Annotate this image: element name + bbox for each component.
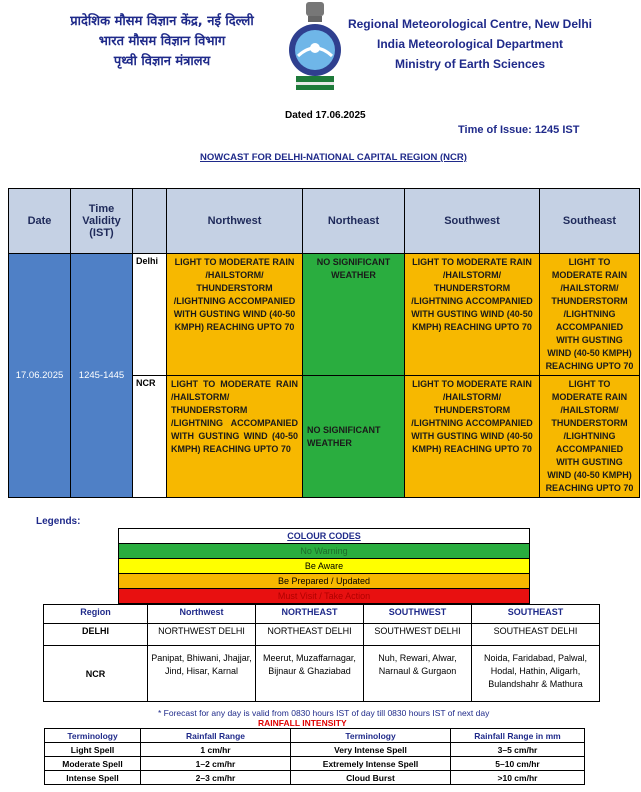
colour-codes-box: [118, 528, 530, 604]
rain-cell: Cloud Burst: [291, 771, 451, 785]
header-blank: [133, 189, 167, 254]
code-be-aware: Be Aware: [119, 559, 529, 574]
header-southeast: Southeast: [540, 189, 640, 254]
region-header-northwest: Northwest: [148, 605, 256, 624]
region-header-southeast: SOUTHEAST: [472, 605, 600, 624]
ncr-southeast: LIGHT TO MODERATE RAIN /HAILSTORM/ THUNDERSTORM /LIGHTNING ACCOMPANIED WITH GUSTING WIND (40-50 KMPH) REACHING UPTO 70: [540, 376, 640, 498]
rainfall-intensity-title: RAINFALL INTENSITY: [258, 718, 347, 728]
time-of-issue: Time of Issue: 1245 IST: [458, 124, 580, 136]
region-table: [43, 604, 600, 702]
region-name-delhi: DELHI: [44, 624, 148, 646]
delhi-sw-area: SOUTHWEST DELHI: [364, 624, 472, 646]
region-label-ncr: NCR: [133, 376, 167, 498]
validity-cell: 1245-1445: [71, 254, 133, 498]
rain-cell: Extremely Intense Spell: [291, 757, 451, 771]
nowcast-header-row: [9, 189, 640, 254]
rain-cell: Very Intense Spell: [291, 743, 451, 757]
region-name-ncr: NCR: [44, 646, 148, 702]
nowcast-table: [8, 188, 640, 498]
region-header-southwest: SOUTHWEST: [364, 605, 472, 624]
ncr-sw-area: Nuh, Rewari, Alwar, Narnaul & Gurgaon: [364, 646, 472, 702]
header-date: Date: [9, 189, 71, 254]
rain-header-range-2: Rainfall Range in mm: [451, 729, 585, 743]
english-title-line-2: India Meteorological Department: [376, 37, 564, 51]
header-northeast: Northeast: [303, 189, 405, 254]
rain-header-terminology-1: Terminology: [45, 729, 141, 743]
region-header-northeast: NORTHEAST: [256, 605, 364, 624]
date-cell: 17.06.2025: [9, 254, 71, 498]
rain-cell: 5–10 cm/hr: [451, 757, 585, 771]
english-title-line-3: Ministry of Earth Sciences: [394, 57, 546, 71]
ncr-northeast: NO SIGNIFICANT WEATHER: [303, 376, 405, 498]
ncr-northwest: LIGHT TO MODERATE RAIN /HAILSTORM/ THUNDERSTORM /LIGHTNING ACCOMPANIED WITH GUSTING WIND (40-50 KMPH) REACHING UPTO 70: [167, 376, 303, 498]
code-be-prepared: Be Prepared / Updated: [119, 574, 529, 589]
rain-cell: 1–2 cm/hr: [141, 757, 291, 771]
rain-cell: Intense Spell: [45, 771, 141, 785]
delhi-ne-area: NORTHEAST DELHI: [256, 624, 364, 646]
region-row-delhi: [44, 624, 600, 646]
code-no-warning: No Warning: [119, 544, 529, 559]
delhi-northeast: NO SIGNIFICANT WEATHER: [303, 254, 405, 376]
forecast-note: * Forecast for any day is valid from 0830 hours IST of day till 0830 hours IST of next day: [158, 708, 490, 718]
ncr-southwest: LIGHT TO MODERATE RAIN /HAILSTORM/ THUNDERSTORM /LIGHTNING ACCOMPANIED WITH GUSTING WIND (40-50 KMPH) REACHING UPTO 70: [405, 376, 540, 498]
hindi-title-line-2: भारत मौसम विज्ञान विभाग: [98, 34, 226, 49]
dated-text: Dated 17.06.2025: [285, 110, 366, 121]
rain-cell: Light Spell: [45, 743, 141, 757]
rainfall-row: [45, 771, 585, 785]
colour-codes-title: COLOUR CODES: [119, 529, 529, 544]
header-southwest: Southwest: [405, 189, 540, 254]
nowcast-title: NOWCAST FOR DELHI-NATIONAL CAPITAL REGION (NCR): [200, 152, 467, 163]
header-time-validity: Time Validity (IST): [71, 189, 133, 254]
region-label-delhi: Delhi: [133, 254, 167, 376]
rain-cell: 2–3 cm/hr: [141, 771, 291, 785]
rain-header-terminology-2: Terminology: [291, 729, 451, 743]
rain-cell: 1 cm/hr: [141, 743, 291, 757]
rainfall-row: [45, 743, 585, 757]
rain-cell: >10 cm/hr: [451, 771, 585, 785]
delhi-southwest: LIGHT TO MODERATE RAIN /HAILSTORM/ THUNDERSTORM /LIGHTNING ACCOMPANIED WITH GUSTING WIND (40-50 KMPH) REACHING UPTO 70: [405, 254, 540, 376]
legends-label: Legends:: [36, 516, 81, 527]
delhi-nw-area: NORTHWEST DELHI: [148, 624, 256, 646]
rain-cell: Moderate Spell: [45, 757, 141, 771]
ncr-nw-area: Panipat, Bhiwani, Jhajjar, Jind, Hisar, Karnal: [148, 646, 256, 702]
rainfall-table: [44, 728, 585, 785]
region-row-ncr: [44, 646, 600, 702]
ncr-se-area: Noida, Faridabad, Palwal, Hodal, Hathin, Aligarh, Bulandshahr & Mathura: [472, 646, 600, 702]
rainfall-header-row: [45, 729, 585, 743]
header-northwest: Northwest: [167, 189, 303, 254]
delhi-northwest: LIGHT TO MODERATE RAIN /HAILSTORM/ THUNDERSTORM /LIGHTNING ACCOMPANIED WITH GUSTING WIND (40-50 KMPH) REACHING UPTO 70: [167, 254, 303, 376]
rainfall-row: [45, 757, 585, 771]
delhi-se-area: SOUTHEAST DELHI: [472, 624, 600, 646]
ncr-ne-area: Meerut, Muzaffarnagar, Bijnaur & Ghaziabad: [256, 646, 364, 702]
hindi-title-line-1: प्रादेशिक मौसम विज्ञान केंद्र, नई दिल्ली: [70, 14, 254, 29]
region-header: Region: [44, 605, 148, 624]
region-header-row: [44, 605, 600, 624]
rain-header-range-1: Rainfall Range: [141, 729, 291, 743]
code-take-action: Must Visit / Take Action: [119, 589, 529, 603]
nowcast-row-delhi: [9, 254, 640, 376]
rain-cell: 3–5 cm/hr: [451, 743, 585, 757]
english-title-line-1: Regional Meteorological Centre, New Delhi: [347, 17, 593, 31]
delhi-southeast: LIGHT TO MODERATE RAIN /HAILSTORM/ THUNDERSTORM /LIGHTNING ACCOMPANIED WITH GUSTING WIND (40-50 KMPH) REACHING UPTO 70: [540, 254, 640, 376]
hindi-title-line-3: पृथ्वी विज्ञान मंत्रालय: [113, 54, 211, 69]
